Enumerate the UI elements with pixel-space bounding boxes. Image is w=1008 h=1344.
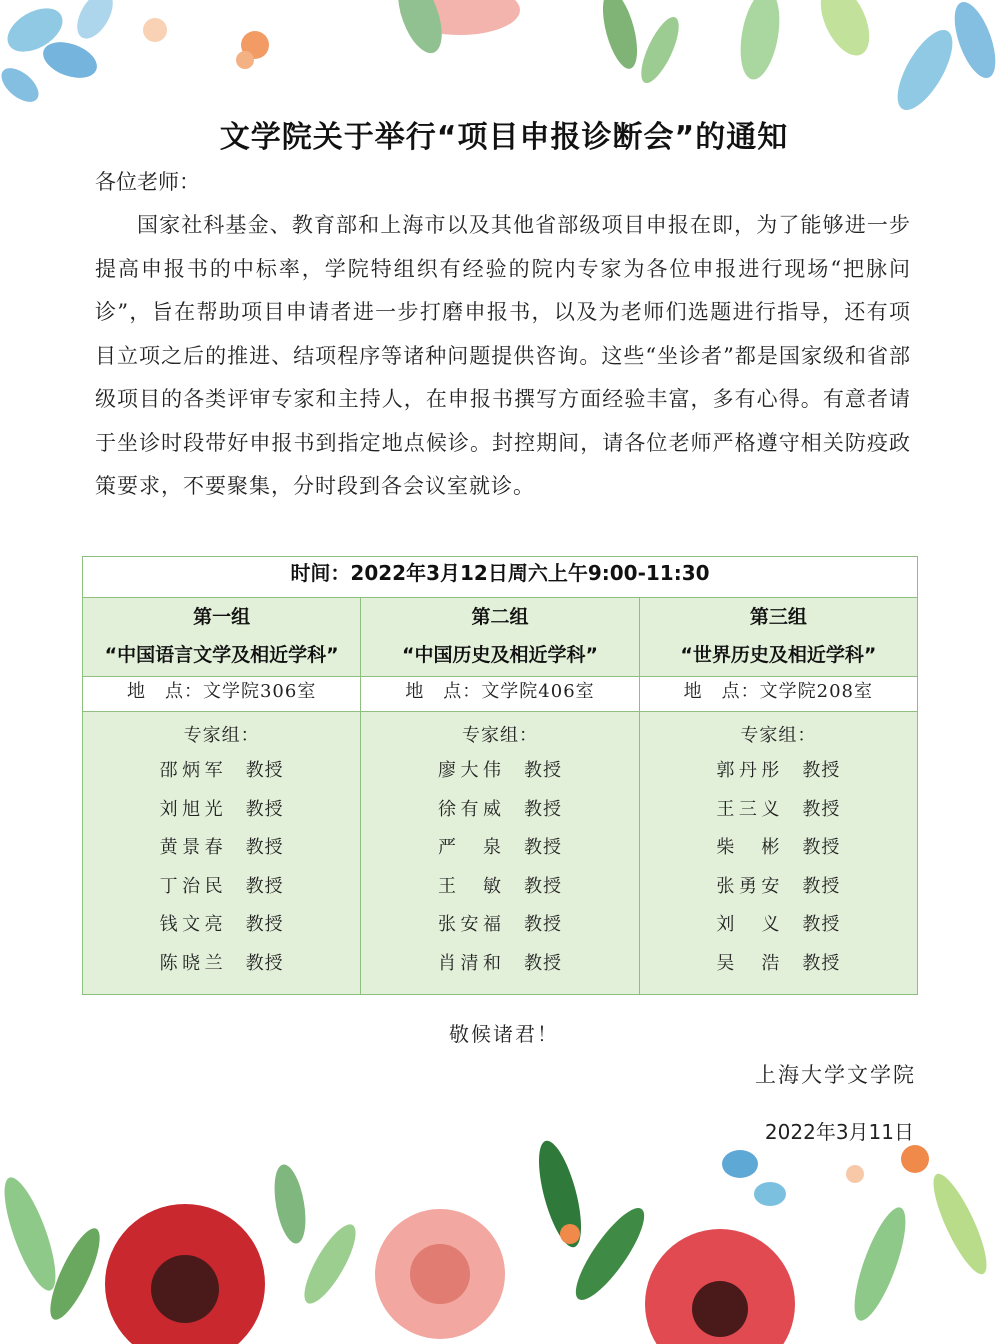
- expert-item: [83, 868, 360, 907]
- expert-title: 教授: [802, 875, 841, 897]
- location-label: 地 点：: [405, 681, 482, 702]
- expert-item: [83, 945, 360, 984]
- expert-item: [640, 906, 917, 945]
- expert-item: [361, 945, 638, 984]
- expert-item: [361, 791, 638, 830]
- expert-name: 王敏: [437, 875, 502, 897]
- location-label: 地 点：: [126, 681, 203, 702]
- notice-date: 2022年3月11日: [764, 1120, 914, 1144]
- expert-name: 吴浩: [716, 952, 781, 974]
- expert-title: 教授: [245, 914, 284, 935]
- experts-label: 专家组：: [461, 725, 538, 746]
- group-name: 第二组: [471, 606, 529, 628]
- expert-title: 教授: [523, 875, 562, 897]
- group-location: [361, 677, 639, 712]
- expert-title: 教授: [802, 914, 841, 935]
- expert-name: 徐有威: [437, 798, 502, 820]
- expert-item: [640, 945, 917, 984]
- group-subject: “中国历史及相近学科”: [402, 644, 598, 666]
- expert-name: 王三义: [716, 798, 781, 820]
- schedule-table: [82, 556, 918, 995]
- expert-item: [83, 752, 360, 791]
- expert-title: 教授: [245, 875, 284, 897]
- expert-title: 教授: [245, 837, 284, 858]
- expert-item: [361, 906, 638, 945]
- floral-decoration-bottom: [0, 1114, 1008, 1344]
- expert-name: 郭丹彤: [716, 760, 781, 781]
- group-location: [83, 677, 361, 712]
- experts-label: 专家组：: [183, 725, 260, 746]
- schedule-time: 时间：2022年3月12日周六上午9:00-11:30: [83, 557, 918, 598]
- expert-item: [83, 829, 360, 868]
- expert-name: 陈晓兰: [159, 952, 224, 974]
- expert-title: 教授: [802, 760, 841, 781]
- expert-item: [640, 791, 917, 830]
- expert-item: [361, 829, 638, 868]
- group-header: [361, 598, 639, 677]
- expert-name: 张勇安: [716, 875, 781, 897]
- expert-title: 教授: [802, 837, 841, 858]
- expert-title: 教授: [245, 760, 284, 781]
- expert-list: [639, 712, 917, 995]
- expert-name: 严泉: [437, 837, 502, 858]
- expert-item: [361, 752, 638, 791]
- group-header: [639, 598, 917, 677]
- group-header: [83, 598, 361, 677]
- expert-name: 廖大伟: [437, 760, 502, 781]
- expert-item: [83, 906, 360, 945]
- expert-name: 张安福: [437, 914, 502, 935]
- group-name: 第三组: [749, 606, 807, 628]
- expert-title: 教授: [523, 837, 562, 858]
- expert-title: 教授: [802, 798, 841, 820]
- expert-name: 柴彬: [716, 837, 781, 858]
- expert-title: 教授: [523, 952, 562, 974]
- experts-label: 专家组：: [740, 725, 817, 746]
- signature: 上海大学文学院: [755, 1063, 916, 1087]
- expert-name: 肖清和: [437, 952, 502, 974]
- group-subject: “世界历史及相近学科”: [680, 644, 877, 666]
- expert-title: 教授: [245, 798, 284, 820]
- expert-title: 教授: [523, 798, 562, 820]
- expert-name: 钱文亮: [159, 914, 224, 935]
- expert-item: [83, 791, 360, 830]
- group-name: 第一组: [193, 606, 251, 628]
- expert-list: [83, 712, 361, 995]
- expert-name: 邵炳军: [159, 760, 224, 781]
- group-location: [639, 677, 917, 712]
- location-label: 地 点：: [683, 681, 760, 702]
- closing-remark: 敬候诸君！: [449, 1022, 559, 1046]
- location-row: [83, 677, 918, 712]
- location-value: 文学院406室: [481, 681, 595, 702]
- expert-title: 教授: [802, 952, 841, 974]
- expert-item: [640, 868, 917, 907]
- schedule-time-row: [83, 557, 918, 598]
- group-subject: “中国语言文学及相近学科”: [104, 644, 339, 666]
- expert-item: [640, 829, 917, 868]
- group-header-row: [83, 598, 918, 677]
- page-title: 文学院关于举行“项目申报诊断会”的通知: [219, 120, 789, 155]
- expert-name: 刘义: [716, 914, 781, 935]
- notice-body: 国家社科基金、教育部和上海市以及其他省部级项目申报在即，为了能够进一步提高申报书的中标率，学院特组织有经验的院内专家为各位申报进行现场“把脉问诊”，旨在帮助项目申请者进一步打磨申报书，以及为老师们选题进行指导，还有项目立项之后的推进、结项程序等诸种问题提供咨询。这些“坐诊者”都是国家级和省部级项目的各类评审专家和主持人，在申报书撰写方面经验丰富，多有心得。有意者请于坐诊时段带好申报书到指定地点候诊。封控期间，请各位老师严格遵守相关防疫政策要求，不要聚集，分时段到各会议室就诊。: [95, 213, 911, 498]
- expert-name: 丁治民: [159, 875, 224, 897]
- salutation: 各位老师：: [95, 170, 200, 194]
- expert-title: 教授: [523, 914, 562, 935]
- expert-title: 教授: [245, 952, 284, 974]
- expert-name: 刘旭光: [159, 798, 224, 820]
- expert-name: 黄景春: [159, 837, 224, 858]
- floral-decoration-top: [0, 0, 1008, 130]
- location-value: 文学院208室: [759, 681, 873, 702]
- expert-item: [361, 868, 638, 907]
- expert-title: 教授: [523, 760, 562, 781]
- expert-item: [640, 752, 917, 791]
- expert-list: [361, 712, 639, 995]
- location-value: 文学院306室: [202, 681, 317, 702]
- experts-row: [83, 712, 918, 995]
